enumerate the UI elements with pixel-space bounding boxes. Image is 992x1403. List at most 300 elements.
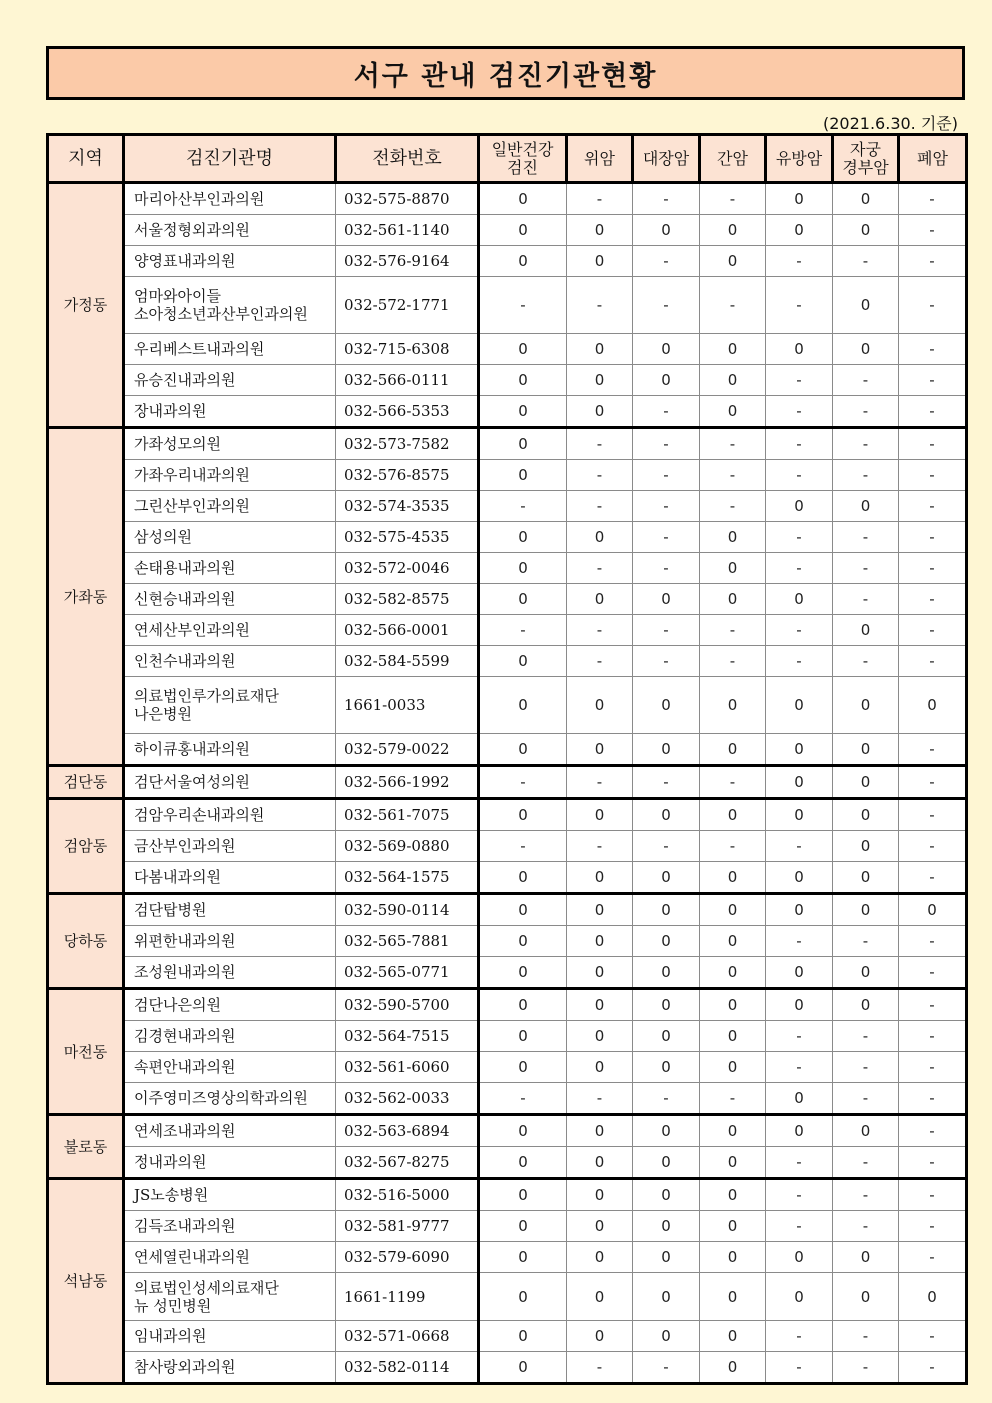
availability-breast: - xyxy=(766,522,833,553)
availability-breast: 0 xyxy=(766,766,833,799)
header-cervical-line1: 자궁 xyxy=(850,139,881,159)
availability-breast: - xyxy=(766,646,833,677)
availability-cervical: 0 xyxy=(833,677,899,734)
availability-general: 0 xyxy=(479,246,567,277)
availability-colon: - xyxy=(633,522,700,553)
availability-liver: - xyxy=(700,1083,766,1115)
availability-general: 0 xyxy=(479,584,567,615)
institution-name-line: 검암우리손내과의원 xyxy=(134,806,265,824)
phone-number: 032-590-5700 xyxy=(336,989,479,1021)
availability-general: 0 xyxy=(479,677,567,734)
institution-name-line: 이주영미즈영상의학과의원 xyxy=(134,1089,308,1107)
phone-number: 032-565-7881 xyxy=(336,926,479,957)
availability-cervical: 0 xyxy=(833,766,899,799)
availability-liver: - xyxy=(700,615,766,646)
header-stomach: 위암 xyxy=(567,135,633,183)
availability-colon: 0 xyxy=(633,215,700,246)
availability-breast: 0 xyxy=(766,1115,833,1147)
availability-colon: - xyxy=(633,277,700,334)
table-body xyxy=(48,183,967,1384)
table-row xyxy=(48,1242,967,1273)
table-row xyxy=(48,460,967,491)
availability-liver: 0 xyxy=(700,926,766,957)
table-row xyxy=(48,989,967,1021)
header-general-line2: 검진 xyxy=(507,157,538,177)
availability-breast: - xyxy=(766,1021,833,1052)
availability-general: 0 xyxy=(479,1147,567,1179)
region-cell: 가정동 xyxy=(48,183,124,428)
availability-general: 0 xyxy=(479,926,567,957)
availability-general: 0 xyxy=(479,862,567,894)
table-row xyxy=(48,396,967,428)
availability-breast: 0 xyxy=(766,989,833,1021)
availability-general: - xyxy=(479,766,567,799)
availability-liver: - xyxy=(700,491,766,522)
availability-lung: - xyxy=(899,553,967,584)
phone-number: 032-567-8275 xyxy=(336,1147,479,1179)
availability-stomach: - xyxy=(567,183,633,215)
header-phone: 전화번호 xyxy=(336,135,479,183)
header-cervical-line2: 경부암 xyxy=(842,157,889,177)
availability-colon: 0 xyxy=(633,989,700,1021)
availability-lung: - xyxy=(899,460,967,491)
availability-general: 0 xyxy=(479,215,567,246)
institution-name-line: 뉴 성민병원 xyxy=(134,1296,212,1315)
availability-stomach: - xyxy=(567,766,633,799)
availability-breast: 0 xyxy=(766,183,833,215)
availability-cervical: - xyxy=(833,396,899,428)
availability-general: 0 xyxy=(479,522,567,553)
table-row xyxy=(48,677,967,734)
institution-name xyxy=(124,365,336,396)
institution-name-line: 유승진내과의원 xyxy=(134,371,236,389)
institution-name-line: 우리베스트내과의원 xyxy=(134,340,265,358)
availability-cervical: - xyxy=(833,1211,899,1242)
availability-cervical: - xyxy=(833,926,899,957)
availability-lung: - xyxy=(899,799,967,831)
availability-liver: - xyxy=(700,277,766,334)
availability-colon: 0 xyxy=(633,862,700,894)
availability-liver: 0 xyxy=(700,1321,766,1352)
institution-name xyxy=(124,460,336,491)
availability-lung: - xyxy=(899,1021,967,1052)
availability-stomach: 0 xyxy=(567,1052,633,1083)
institution-name-line: 서울정형외과의원 xyxy=(134,221,250,239)
availability-colon: 0 xyxy=(633,334,700,365)
availability-general: 0 xyxy=(479,1352,567,1384)
availability-breast: 0 xyxy=(766,215,833,246)
availability-lung: - xyxy=(899,365,967,396)
availability-liver: 0 xyxy=(700,1179,766,1211)
availability-lung: - xyxy=(899,1147,967,1179)
header-lung: 폐암 xyxy=(899,135,967,183)
availability-breast: 0 xyxy=(766,799,833,831)
availability-stomach: 0 xyxy=(567,1321,633,1352)
institution-name-line: 마리아산부인과의원 xyxy=(134,190,265,208)
institution-name xyxy=(124,183,336,215)
availability-breast: - xyxy=(766,1321,833,1352)
availability-lung: - xyxy=(899,1115,967,1147)
availability-colon: - xyxy=(633,428,700,460)
availability-stomach: 0 xyxy=(567,246,633,277)
institution-name-line: 연세조내과의원 xyxy=(134,1122,236,1140)
institution-name xyxy=(124,1321,336,1352)
availability-liver: 0 xyxy=(700,1021,766,1052)
table-row xyxy=(48,926,967,957)
availability-liver: 0 xyxy=(700,1352,766,1384)
availability-cervical: 0 xyxy=(833,183,899,215)
institution-name xyxy=(124,334,336,365)
table-row xyxy=(48,246,967,277)
availability-lung: - xyxy=(899,1211,967,1242)
institution-name-line: 김경현내과의원 xyxy=(134,1027,236,1045)
institution-name xyxy=(124,1273,336,1321)
table-row xyxy=(48,862,967,894)
availability-liver: - xyxy=(700,646,766,677)
availability-stomach: 0 xyxy=(567,957,633,989)
institution-name xyxy=(124,1021,336,1052)
institution-name-line: 손태용내과의원 xyxy=(134,559,236,577)
table-row xyxy=(48,365,967,396)
institution-name-line: 임내과의원 xyxy=(134,1327,207,1345)
phone-number: 032-575-8870 xyxy=(336,183,479,215)
availability-lung: - xyxy=(899,183,967,215)
availability-cervical: 0 xyxy=(833,491,899,522)
availability-cervical: - xyxy=(833,1147,899,1179)
phone-number: 032-572-1771 xyxy=(336,277,479,334)
availability-liver: 0 xyxy=(700,862,766,894)
institution-name xyxy=(124,646,336,677)
availability-lung: 0 xyxy=(899,894,967,926)
availability-colon: - xyxy=(633,246,700,277)
availability-cervical: - xyxy=(833,646,899,677)
availability-colon: - xyxy=(633,553,700,584)
availability-general: 0 xyxy=(479,957,567,989)
availability-lung: - xyxy=(899,957,967,989)
phone-number: 1661-0033 xyxy=(336,677,479,734)
checkup-institution-table xyxy=(46,133,968,1385)
institution-name-line: 신현승내과의원 xyxy=(134,590,236,608)
availability-stomach: - xyxy=(567,491,633,522)
availability-lung: - xyxy=(899,334,967,365)
phone-number: 032-579-0022 xyxy=(336,734,479,766)
availability-breast: - xyxy=(766,831,833,862)
table-row xyxy=(48,799,967,831)
institution-name-line: 금산부인과의원 xyxy=(134,837,236,855)
phone-number: 032-584-5599 xyxy=(336,646,479,677)
phone-number: 032-573-7582 xyxy=(336,428,479,460)
institution-name xyxy=(124,1352,336,1384)
table-row xyxy=(48,1021,967,1052)
phone-number: 032-579-6090 xyxy=(336,1242,479,1273)
availability-lung: - xyxy=(899,428,967,460)
availability-liver: 0 xyxy=(700,584,766,615)
availability-stomach: 0 xyxy=(567,522,633,553)
institution-name xyxy=(124,246,336,277)
availability-colon: 0 xyxy=(633,1273,700,1321)
region-cell: 가좌동 xyxy=(48,428,124,766)
institution-name xyxy=(124,989,336,1021)
availability-breast: 0 xyxy=(766,957,833,989)
availability-breast: - xyxy=(766,553,833,584)
availability-breast: - xyxy=(766,1179,833,1211)
phone-number: 032-582-8575 xyxy=(336,584,479,615)
table-row xyxy=(48,1147,967,1179)
availability-colon: 0 xyxy=(633,1242,700,1273)
institution-name xyxy=(124,734,336,766)
availability-breast: 0 xyxy=(766,1242,833,1273)
availability-lung: - xyxy=(899,1242,967,1273)
table-row xyxy=(48,1321,967,1352)
institution-name xyxy=(124,428,336,460)
region-cell: 검단동 xyxy=(48,766,124,799)
institution-name xyxy=(124,1083,336,1115)
availability-colon: - xyxy=(633,831,700,862)
availability-liver: - xyxy=(700,831,766,862)
availability-breast: 0 xyxy=(766,862,833,894)
availability-liver: 0 xyxy=(700,396,766,428)
availability-colon: 0 xyxy=(633,1052,700,1083)
availability-colon: 0 xyxy=(633,926,700,957)
availability-stomach: 0 xyxy=(567,1211,633,1242)
table-row xyxy=(48,1052,967,1083)
institution-name-line: 검단탑병원 xyxy=(134,901,207,919)
institution-name-line: 가좌성모의원 xyxy=(134,435,221,453)
institution-name-line: 조성원내과의원 xyxy=(134,963,236,981)
table-row xyxy=(48,522,967,553)
availability-lung: - xyxy=(899,734,967,766)
availability-general: 0 xyxy=(479,553,567,584)
availability-general: 0 xyxy=(479,334,567,365)
availability-lung: 0 xyxy=(899,1273,967,1321)
availability-colon: - xyxy=(633,183,700,215)
table-row xyxy=(48,584,967,615)
table-row xyxy=(48,553,967,584)
institution-name-line: 양영표내과의원 xyxy=(134,252,236,270)
availability-stomach: - xyxy=(567,428,633,460)
availability-general: 0 xyxy=(479,799,567,831)
header-cervical xyxy=(833,135,899,183)
availability-liver: 0 xyxy=(700,1147,766,1179)
institution-name xyxy=(124,766,336,799)
availability-colon: 0 xyxy=(633,1115,700,1147)
availability-lung: - xyxy=(899,926,967,957)
availability-cervical: - xyxy=(833,460,899,491)
availability-colon: 0 xyxy=(633,894,700,926)
availability-stomach: 0 xyxy=(567,926,633,957)
region-cell: 검암동 xyxy=(48,799,124,894)
availability-stomach: 0 xyxy=(567,396,633,428)
availability-stomach: 0 xyxy=(567,1147,633,1179)
table-row xyxy=(48,1352,967,1384)
availability-general: 0 xyxy=(479,1211,567,1242)
availability-colon: - xyxy=(633,460,700,491)
phone-number: 032-566-0111 xyxy=(336,365,479,396)
availability-cervical: - xyxy=(833,1083,899,1115)
phone-number: 032-516-5000 xyxy=(336,1179,479,1211)
region-cell: 불로동 xyxy=(48,1115,124,1179)
availability-colon: - xyxy=(633,1352,700,1384)
availability-cervical: 0 xyxy=(833,215,899,246)
institution-name xyxy=(124,522,336,553)
availability-breast: - xyxy=(766,460,833,491)
availability-colon: - xyxy=(633,615,700,646)
availability-liver: - xyxy=(700,428,766,460)
availability-stomach: - xyxy=(567,553,633,584)
institution-name-line: 연세산부인과의원 xyxy=(134,621,250,639)
table-row xyxy=(48,1273,967,1321)
availability-lung: - xyxy=(899,646,967,677)
institution-name xyxy=(124,615,336,646)
availability-lung: - xyxy=(899,831,967,862)
table-row xyxy=(48,1115,967,1147)
phone-number: 032-566-5353 xyxy=(336,396,479,428)
availability-lung: - xyxy=(899,1352,967,1384)
institution-name xyxy=(124,1052,336,1083)
availability-lung: - xyxy=(899,584,967,615)
date-note: (2021.6.30. 기준) xyxy=(823,114,958,133)
phone-number: 032-582-0114 xyxy=(336,1352,479,1384)
availability-stomach: 0 xyxy=(567,799,633,831)
availability-liver: 0 xyxy=(700,246,766,277)
availability-colon: 0 xyxy=(633,1211,700,1242)
availability-stomach: 0 xyxy=(567,1273,633,1321)
institution-name-line: 참사랑외과의원 xyxy=(134,1358,236,1376)
availability-stomach: 0 xyxy=(567,862,633,894)
availability-cervical: 0 xyxy=(833,334,899,365)
availability-breast: - xyxy=(766,1147,833,1179)
availability-general: 0 xyxy=(479,1115,567,1147)
availability-general: 0 xyxy=(479,365,567,396)
availability-breast: - xyxy=(766,1352,833,1384)
availability-cervical: 0 xyxy=(833,1273,899,1321)
availability-cervical: - xyxy=(833,1021,899,1052)
phone-number: 032-566-1992 xyxy=(336,766,479,799)
institution-name xyxy=(124,553,336,584)
availability-colon: 0 xyxy=(633,734,700,766)
availability-lung: - xyxy=(899,491,967,522)
institution-name xyxy=(124,957,336,989)
availability-general: 0 xyxy=(479,1242,567,1273)
availability-colon: 0 xyxy=(633,1147,700,1179)
availability-cervical: - xyxy=(833,1179,899,1211)
table-row xyxy=(48,491,967,522)
header-general-checkup xyxy=(479,135,567,183)
availability-breast: 0 xyxy=(766,491,833,522)
availability-liver: 0 xyxy=(700,989,766,1021)
availability-stomach: 0 xyxy=(567,1179,633,1211)
availability-stomach: 0 xyxy=(567,1242,633,1273)
availability-liver: - xyxy=(700,183,766,215)
availability-stomach: - xyxy=(567,831,633,862)
table-row xyxy=(48,1211,967,1242)
phone-number: 032-565-0771 xyxy=(336,957,479,989)
institution-name xyxy=(124,926,336,957)
table-row xyxy=(48,615,967,646)
table-row xyxy=(48,734,967,766)
availability-stomach: - xyxy=(567,1083,633,1115)
availability-stomach: - xyxy=(567,646,633,677)
institution-name xyxy=(124,215,336,246)
region-cell: 마전동 xyxy=(48,989,124,1115)
availability-breast: 0 xyxy=(766,894,833,926)
availability-liver: 0 xyxy=(700,1273,766,1321)
availability-lung: - xyxy=(899,246,967,277)
availability-lung: - xyxy=(899,1179,967,1211)
availability-cervical: 0 xyxy=(833,894,899,926)
table-row xyxy=(48,334,967,365)
institution-name-line: JS노송병원 xyxy=(134,1186,209,1204)
availability-cervical: - xyxy=(833,1052,899,1083)
availability-colon: - xyxy=(633,491,700,522)
availability-stomach: 0 xyxy=(567,365,633,396)
table-row xyxy=(48,646,967,677)
availability-stomach: 0 xyxy=(567,215,633,246)
availability-lung: - xyxy=(899,862,967,894)
table-row xyxy=(48,277,967,334)
institution-name-line: 나은병원 xyxy=(134,705,192,723)
availability-stomach: 0 xyxy=(567,989,633,1021)
table-row xyxy=(48,183,967,215)
phone-number: 032-562-0033 xyxy=(336,1083,479,1115)
phone-number: 032-563-6894 xyxy=(336,1115,479,1147)
availability-lung: - xyxy=(899,1083,967,1115)
availability-stomach: 0 xyxy=(567,894,633,926)
table-row xyxy=(48,957,967,989)
phone-number: 032-566-0001 xyxy=(336,615,479,646)
availability-breast: - xyxy=(766,396,833,428)
availability-stomach: 0 xyxy=(567,734,633,766)
availability-liver: - xyxy=(700,460,766,491)
availability-colon: - xyxy=(633,646,700,677)
availability-cervical: 0 xyxy=(833,1115,899,1147)
availability-breast: - xyxy=(766,428,833,460)
availability-cervical: 0 xyxy=(833,862,899,894)
availability-general: 0 xyxy=(479,1321,567,1352)
availability-cervical: - xyxy=(833,522,899,553)
table-row xyxy=(48,831,967,862)
availability-general: 0 xyxy=(479,894,567,926)
table-row xyxy=(48,215,967,246)
availability-cervical: - xyxy=(833,1321,899,1352)
header-region: 지역 xyxy=(48,135,124,183)
availability-stomach: 0 xyxy=(567,584,633,615)
availability-colon: 0 xyxy=(633,677,700,734)
institution-name-line: 하이큐홍내과의원 xyxy=(134,740,250,758)
availability-breast: - xyxy=(766,277,833,334)
institution-name-line: 위편한내과의원 xyxy=(134,932,236,950)
table-row xyxy=(48,1179,967,1211)
header-breast: 유방암 xyxy=(766,135,833,183)
availability-breast: 0 xyxy=(766,677,833,734)
availability-stomach: 0 xyxy=(567,677,633,734)
institution-name-line: 삼성의원 xyxy=(134,528,192,546)
region-cell: 석남동 xyxy=(48,1179,124,1384)
institution-name xyxy=(124,831,336,862)
availability-general: 0 xyxy=(479,989,567,1021)
availability-cervical: 0 xyxy=(833,989,899,1021)
header-colon: 대장암 xyxy=(633,135,700,183)
availability-cervical: 0 xyxy=(833,799,899,831)
availability-liver: 0 xyxy=(700,1242,766,1273)
institution-name xyxy=(124,862,336,894)
availability-general: 0 xyxy=(479,734,567,766)
availability-cervical: - xyxy=(833,1352,899,1384)
institution-name xyxy=(124,1115,336,1147)
availability-colon: 0 xyxy=(633,1021,700,1052)
availability-general: 0 xyxy=(479,1179,567,1211)
institution-name-line: 정내과의원 xyxy=(134,1153,207,1171)
